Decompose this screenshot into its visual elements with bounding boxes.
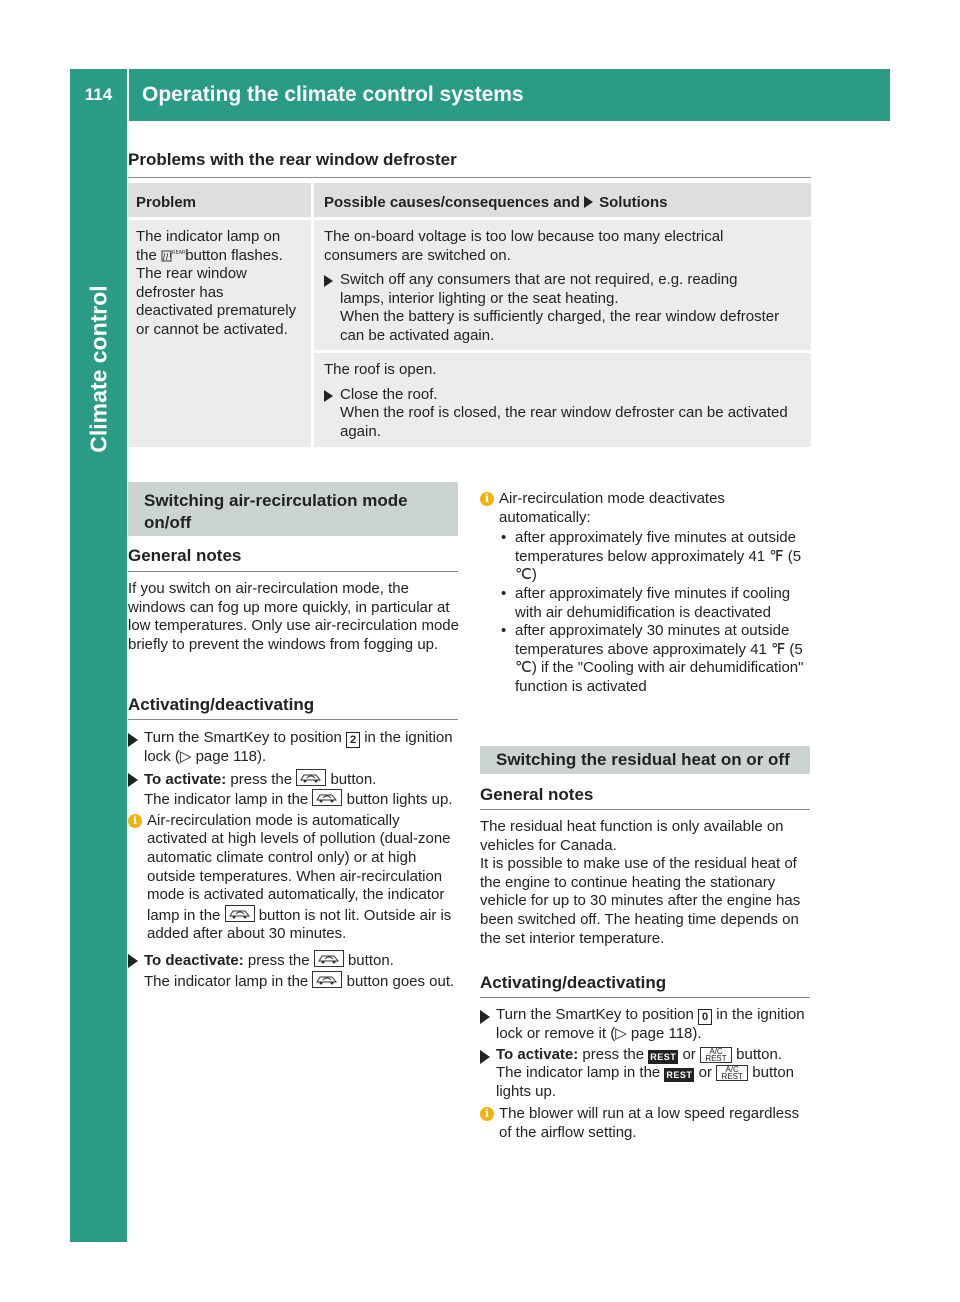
rest-label: REST: [705, 1053, 727, 1063]
rear-defroster-icon: [161, 248, 186, 262]
step-arrow-icon: [324, 390, 333, 402]
svg-text:REAR: REAR: [172, 249, 186, 256]
step-arrow-icon: [324, 275, 333, 287]
step-text-b: in the ignition lock or remove it (: [496, 1006, 805, 1042]
divider: [480, 809, 810, 810]
info-note: [480, 490, 812, 527]
step-text-b: When the roof is closed, the rear window defroster can be activated again.: [340, 404, 788, 440]
page-reference-link[interactable]: page 118: [630, 1025, 693, 1042]
header-problem-label: Problem: [136, 194, 197, 211]
header-divider: [127, 69, 129, 121]
header-solutions-label: Possible causes/consequences and: [324, 194, 580, 211]
divider: [128, 571, 458, 572]
step-text-d: button lights up.: [346, 791, 453, 809]
step-text-b: button.: [736, 1045, 783, 1063]
instruction-step: [480, 1046, 812, 1102]
instruction-step: [128, 769, 462, 810]
info-note: [480, 1105, 812, 1142]
ac-label: A/C: [709, 1046, 723, 1056]
recirc-auto-deactivation: [480, 490, 812, 697]
info-icon: i: [128, 814, 142, 828]
step-arrow-icon: [480, 1050, 490, 1064]
step-label: To deactivate:: [144, 951, 244, 969]
air-recirculation-icon: [314, 950, 344, 967]
air-recirculation-icon: [225, 905, 255, 922]
instruction-step: [480, 1006, 812, 1044]
page-ref-arrow-icon: ▷: [615, 1025, 627, 1042]
air-recirculation-icon: [312, 789, 342, 806]
table-header-problem: [128, 183, 311, 217]
table-cell-cause-1: [314, 220, 811, 350]
list-item: • after approximately five minutes if cooling with air dehumidification is deactivated: [499, 585, 812, 622]
step-text-b: button.: [347, 951, 394, 969]
rest-button-icon: REST: [650, 1051, 677, 1062]
info-icon: i: [480, 492, 494, 506]
step-text-b: button.: [330, 770, 377, 788]
divider: [128, 177, 811, 178]
air-recirculation-icon: [296, 769, 326, 786]
info-text: The blower will run at a low speed regardless of the airflow setting.: [499, 1105, 800, 1141]
step-text: press the: [247, 951, 310, 969]
paragraph: The residual heat function is only available on vehicles for Canada.: [480, 818, 784, 854]
page-ref-arrow-icon: ▷: [179, 748, 192, 765]
cause-text: The roof is open.: [324, 361, 437, 378]
step-text: Close the roof.: [340, 385, 438, 403]
step-text-d: button goes out.: [346, 972, 455, 990]
section-title-residual-heat: Switching the residual heat on or off: [480, 746, 810, 774]
table-header-solutions: [314, 183, 811, 217]
air-recirculation-icon: [312, 971, 342, 988]
key-position-icon: 0: [698, 1009, 712, 1025]
heading-activating: Activating/deactivating: [480, 973, 667, 992]
divider: [128, 719, 458, 720]
solution-step: [324, 386, 801, 442]
step-arrow-icon: [128, 954, 138, 968]
ac-rest-button-icon: [716, 1065, 748, 1081]
general-notes-text: If you switch on air-recirculation mode, the windows can fog up more quickly, in particular at low temperatures. Only use air-recirculation mode briefly to prevent the windows from fogging up.: [128, 580, 459, 653]
page-header: [70, 69, 890, 121]
rest-label: REST: [721, 1072, 743, 1082]
info-text: Air-recirculation mode deactivates automatically:: [499, 490, 725, 526]
page-reference-link[interactable]: page 118: [195, 748, 258, 765]
step-text-c: The indicator lamp in the: [144, 791, 309, 809]
or-text: or: [682, 1045, 696, 1063]
divider: [480, 997, 810, 998]
section-title-recirculation: Switching air-recirculation mode on/off: [128, 482, 458, 536]
info-icon: i: [480, 1107, 494, 1121]
paragraph: It is possible to make use of the residual heat of the engine to continue heating the stationary vehicle for up to 30 minutes after the engine has been switched off. The heating time depends on the set interior temperature.: [480, 855, 801, 947]
chapter-label: Climate control: [85, 284, 112, 453]
table-title: Problems with the rear window defroster: [128, 150, 457, 169]
list-item: • after approximately five minutes at outside temperatures below approximately 41 ℉ (5 ℃): [499, 529, 812, 585]
solution-step: [324, 271, 801, 345]
step-text-b: in the ignition lock (: [144, 729, 453, 765]
key-position-icon: 2: [346, 732, 360, 748]
step-arrow-icon: [128, 733, 138, 747]
step-text-d: button lights up.: [496, 1064, 795, 1100]
step-text: Turn the SmartKey to position: [496, 1006, 694, 1023]
step-label: To activate:: [144, 770, 227, 788]
bullet-list: [480, 529, 812, 696]
step-arrow-icon: [480, 1010, 490, 1024]
heading-general-notes: General notes: [128, 546, 242, 565]
arrow-icon: [584, 196, 593, 208]
heading-activating: Activating/deactivating: [128, 695, 315, 714]
instruction-step: [128, 729, 462, 767]
residual-general-notes: [480, 818, 812, 948]
cause-text: The on-board voltage is too low because too many electrical consumers are switched on.: [324, 228, 724, 264]
page-number: 114: [84, 85, 113, 104]
table-cell-problem: [128, 220, 311, 447]
problem-text-a: The indicator lamp on the: [136, 228, 281, 264]
step-text-b: When the battery is sufficiently charged, the rear window defroster can be activated again.: [340, 308, 780, 344]
residual-instructions: [480, 1006, 812, 1143]
problem-text-b: button flashes. The rear window defroster has deactivated prematurely or cannot be activated.: [136, 246, 297, 338]
step-text: press the: [582, 1045, 645, 1063]
list-item: • after approximately 30 minutes at outside temperatures above approximately 41 ℉ (5 ℃) if the "Cooling with air dehumidification" function is activated: [499, 622, 812, 696]
info-text: Air-recirculation mode is automatically activated at high levels of pollution (dual-zone automatic climate control only) or at high outside temperatures. When air-recirculation mode is activated automatically, the indicator lamp in the: [147, 811, 451, 924]
step-text: Switch off any consumers that are not required, e.g. reading lamps, interior lighting or the seat heating.: [340, 271, 738, 307]
or-text: or: [698, 1064, 712, 1082]
recirc-instructions: [128, 729, 462, 991]
step-text-c: The indicator lamp in the: [144, 972, 309, 990]
step-label: To activate:: [496, 1045, 579, 1063]
chapter-sidebar: [70, 121, 127, 1242]
step-text-c: The indicator lamp in the: [496, 1064, 661, 1082]
step-text-c: ).: [692, 1025, 702, 1042]
page-title: Operating the climate control systems: [142, 83, 524, 106]
table-cell-cause-2: [314, 353, 811, 447]
header-solutions-label-b: Solutions: [599, 194, 668, 211]
info-note: [128, 812, 462, 944]
heading-general-notes: General notes: [480, 785, 594, 804]
step-text: press the: [230, 770, 293, 788]
step-arrow-icon: [128, 773, 138, 787]
rest-button-icon: REST: [666, 1070, 693, 1081]
step-text-c: ).: [257, 748, 267, 765]
ac-label: A/C: [725, 1065, 739, 1075]
step-text: Turn the SmartKey to position: [144, 729, 342, 746]
ac-rest-button-icon: [700, 1047, 732, 1063]
instruction-step: [128, 950, 462, 991]
info-text-b: button is not lit. Outside air is added after about 30 minutes.: [147, 906, 452, 943]
